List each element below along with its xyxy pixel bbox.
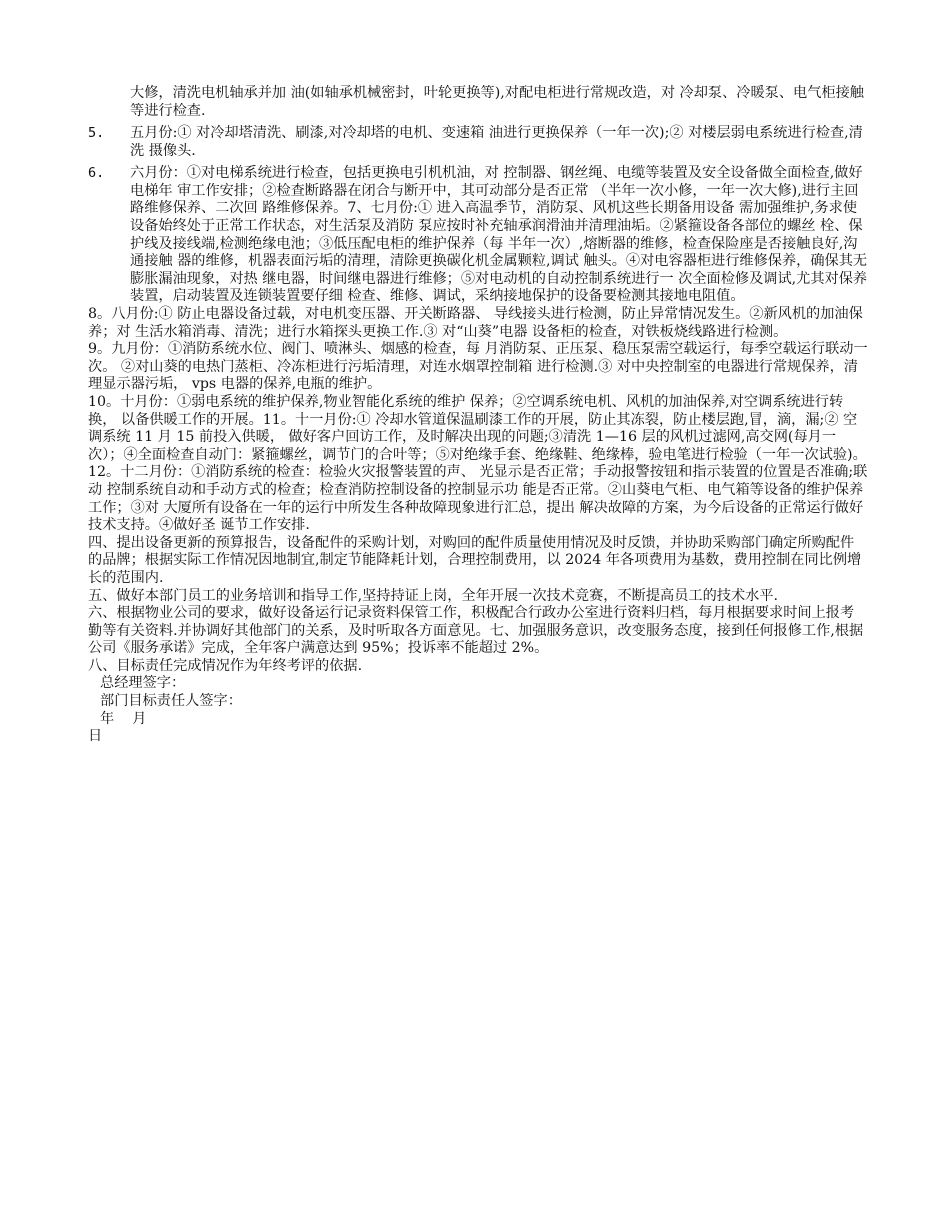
paragraph-august: 8。八月份:① 防止电器设备过载，对电机变压器、开关断路器、 导线接头进行检测，防止异常情况发生。②新风机的加油保养；对 生活水箱消毒、清洗；进行水箱探头更换工作.③ 对“山葵”电器 设备柜的检查，对铁板烧线路进行检测。 xyxy=(88,306,863,340)
paragraph-september: 9。九月份：①消防系统水位、阀门、喷淋头、烟感的检查，每 月消防泵、正压泵、稳压泵需空载运行，每季空载运行联动一次。 ②对山葵的电热门蒸柜、冷冻柜进行污垢清理，对连水烟罩控制箱 进行检测.③ 对中央控制室的电器进行常规保养，清理显示器污垢， vps 电器的保养,电瓶的维护。 xyxy=(88,341,868,393)
list-number: 5. xyxy=(88,125,105,141)
gm-signature-label: 总经理签字： xyxy=(100,675,186,692)
list-number: 6. xyxy=(88,165,105,182)
paragraph-december: 12。十二月份：①消防系统的检查：检验火灾报警装置的声、 光显示是否正常；手动报警按钮和指示装置的位置是否准确;联动 控制系统自动和手动方式的检查；检查消防控制设备的控制显示功 能是否正常。②山葵电气柜、电气箱等设备的维护保养工作；③对 大厦所有设备在一年的运行中所发生各种故障现象进行汇总，提出 解决故障的方案，为今后设备的正常运行做好技术支持。④做好圣 诞节工作安排. xyxy=(88,464,868,534)
list-item-6 xyxy=(88,165,868,306)
date-year-month: 年 月 xyxy=(100,710,147,727)
dept-signature-label: 部门目标责任人签字： xyxy=(100,693,242,710)
list-item-text: 六月份：①对电梯系统进行检查，包括更换电引机机油，对 控制器、钢丝绳、电缆等装置及安全设备做全面检查,做好电梯年 审工作安排；②检查断路器在闭合与断开中，其可动部分是否正常 （半年一次小修，一年一次大修),进行主回路维修保养、二次回 路维修保养。7、七月份:① 进入高温季节，消防泵、风机这些长期备用设备 需加强维护,务求使设备始终处于正常工作状态，对生活泵及消防 泵应按时补充轴承润滑油并清理油垢。②紧箍设备各部位的螺丝 栓、保护线及接线端,检测绝缘电池；③低压配电柜的维护保养（每 半年一次）,熔断器的维修，检查保险座是否接触良好,沟通接触 器的维修，机器表面污垢的清理，清除更换碳化机金属颗粒,调试 触头。④对电容器柜进行维修保养，确保其无膨胀漏油现象，对热 继电器，时间继电器进行维修；⑤对电动机的自动控制系统进行一 次全面检修及调试,尤其对保养装置，启动装置及连锁装置要仔细 检查、维修、调试，采纳接地保护的设备要检测其接地电阻值。 xyxy=(130,165,868,305)
list-item-5 xyxy=(88,125,868,160)
list-item-text: 五月份:① 对冷却塔清洗、刷漆,对冷却塔的电机、变速箱 油进行更换保养（一年一次);② 对楼层弱电系统进行检查,清洗 摄像头. xyxy=(130,125,863,159)
paragraph-section-five: 五、做好本部门员工的业务培训和指导工作,坚持持证上岗，全年开展一次技术竞赛，不断提高员工的技术水平. xyxy=(88,587,779,604)
paragraph-section-eight: 八、目标责任完成情况作为年终考评的依据. xyxy=(88,657,363,674)
body-paragraphs xyxy=(88,306,868,746)
date-day: 日 xyxy=(88,728,103,745)
paragraph-section-four: 四、提出设备更新的预算报告，设备配件的采购计划，对购回的配件质量使用情况及时反馈，并协助采购部门确定所购配件的品牌；根据实际工作情况因地制宜,制定节能降耗计划，合理控制费用，以 2024 年各项费用为基数，费用控制在同比例增长的范围内. xyxy=(88,534,862,586)
continuation-text: 大修，清洗电机轴承并加 油(如轴承机械密封，叶轮更换等),对配电柜进行常规改造，对 冷却泵、冷暖泵、电气柜接触等进行检查. xyxy=(130,85,864,119)
numbered-list xyxy=(88,120,868,306)
paragraph-october-november: 10。十月份：①弱电系统的维护保养,物业智能化系统的维护 保养；②空调系统电机、风机的加油保养,对空调系统进行转换， 以备供暖工作的开展。11。十一月份:① 冷却水管道保温刷漆工作的开展，防止其冻裂，防止楼层跑,冒，滴，漏;② 空调系统 11 月 15 前投入供暖， 做好客户回访工作，及时解决出现的问题;③清洗 1—16 层的风机过滤网,高交网(每月一次）；④全面检查自动门：紧箍螺丝，调节门的合叶等；⑤对绝缘手套、绝缘鞋、绝缘棒，验电笔进行检验（一年一次试验)。 xyxy=(88,393,867,463)
paragraph-section-six-seven: 六、根据物业公司的要求，做好设备运行记录资料保管工作，积极配合行政办公室进行资料归档，每月根据要求时间上报考勤等有关资料.并协调好其他部门的关系，及时听取各方面意见。七、加强服务意识，改变服务态度，接到任何报修工作,根据公司《服务承诺》完成，全年客户满意达到 95%；投诉率不能超过 2%。 xyxy=(88,605,864,657)
